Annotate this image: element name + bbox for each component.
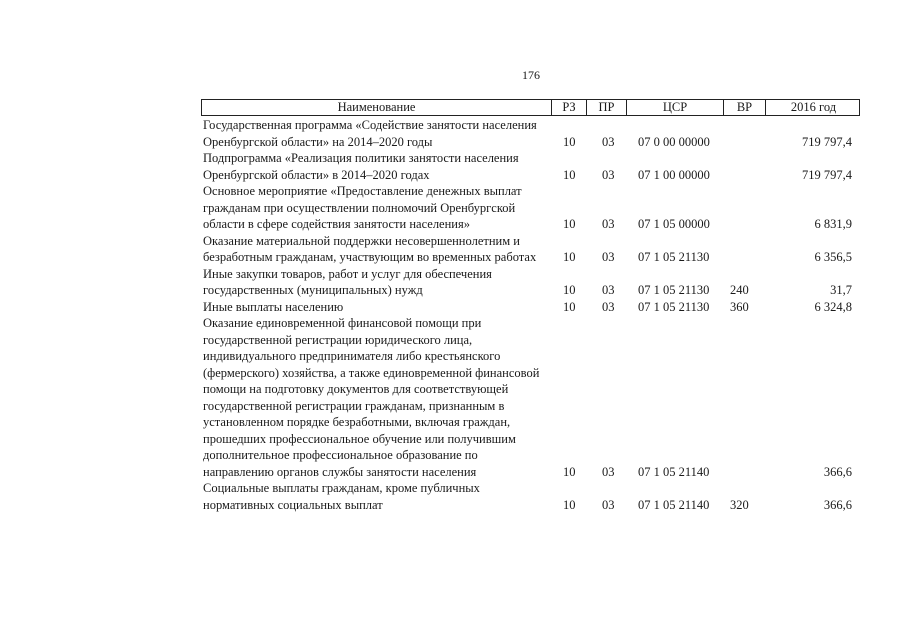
row-name-line: индивидуального предпринимателя либо крестьянского	[203, 349, 501, 363]
row-name-line: установленном порядке безработными, включая граждан,	[203, 415, 511, 429]
row-rz: 10	[563, 167, 576, 182]
row-pr: 03	[602, 134, 615, 149]
row-name-line: нормативных социальных выплат	[203, 497, 383, 512]
row-name-line: помощи на подготовку документов для соответствующей	[203, 382, 509, 396]
row-sum: 366,6	[823, 464, 852, 479]
page-number: 176	[522, 68, 540, 82]
row-name-line: Социальные выплаты гражданам, кроме публичных	[203, 481, 480, 495]
row-rz: 10	[563, 217, 576, 231]
row-csr: 07 1 05 21140	[638, 464, 710, 479]
row-name-line: области в сфере содействия занятости населения»	[203, 217, 470, 231]
row-sum: 366,6	[823, 497, 852, 512]
row-rz: 10	[563, 283, 576, 297]
row-name-line: Оренбургской области» на 2014–2020 годы	[203, 134, 433, 149]
row-sum: 31,7	[830, 283, 852, 297]
row-vr: 240	[730, 283, 749, 297]
row-pr: 03	[602, 283, 615, 297]
table-row	[201, 233, 860, 266]
row-name-line: Иные закупки товаров, работ и услуг для обеспечения	[203, 266, 492, 281]
row-rz: 10	[563, 299, 576, 314]
row-name-line: государственных (муниципальных) нужд	[203, 283, 423, 297]
row-sum: 6 356,5	[814, 250, 852, 264]
row-pr: 03	[602, 250, 615, 264]
row-csr: 07 1 05 21130	[638, 299, 710, 314]
row-pr: 03	[602, 217, 615, 231]
row-name-line: дополнительное профессиональное образование по	[203, 448, 478, 462]
row-name-line: государственной регистрации юридического лица,	[203, 332, 473, 347]
table-row	[201, 266, 860, 299]
table-row	[201, 183, 860, 233]
row-sum: 719 797,4	[802, 167, 852, 182]
row-pr: 03	[602, 464, 615, 479]
row-vr: 320	[730, 497, 749, 512]
row-name-line: Подпрограмма «Реализация политики занятости населения	[203, 151, 519, 165]
row-name-line: прошедших профессиональное обучение или получившим	[203, 431, 516, 446]
row-csr: 07 1 05 00000	[638, 217, 710, 231]
table-header	[201, 99, 860, 116]
row-name-line: (фермерского) хозяйства, а также единовременной финансовой	[203, 365, 540, 380]
row-name-line: безработным гражданам, участвующим во временных работах	[203, 250, 537, 264]
row-name-line: Основное мероприятие «Предоставление денежных выплат	[203, 184, 522, 198]
row-name-line: гражданам при осуществлении полномочий Оренбургской	[203, 200, 516, 215]
table-row	[201, 480, 860, 513]
row-csr: 07 1 05 21130	[638, 283, 710, 297]
row-pr: 03	[602, 497, 615, 512]
row-csr: 07 0 00 00000	[638, 134, 710, 149]
row-sum: 719 797,4	[802, 134, 852, 149]
row-vr: 360	[730, 299, 749, 314]
header-csr: ЦСР	[626, 100, 723, 115]
table-row	[201, 117, 860, 150]
row-name-line: Оказание единовременной финансовой помощи при	[203, 316, 482, 330]
row-sum: 6 831,9	[814, 217, 852, 231]
row-name-line: направлению органов службы занятости населения	[203, 464, 477, 479]
table-row	[201, 299, 860, 316]
row-pr: 03	[602, 167, 615, 182]
row-csr: 07 1 00 00000	[638, 167, 710, 182]
header-pr: ПР	[586, 100, 626, 115]
row-name-line: Оренбургской области» в 2014–2020 годах	[203, 167, 430, 182]
row-rz: 10	[563, 497, 576, 512]
row-name-line: государственной регистрации гражданам, признанным в	[203, 398, 505, 413]
header-year: 2016 год	[765, 100, 861, 115]
row-name-line: Государственная программа «Содействие занятости населения	[203, 118, 537, 132]
header-rz: РЗ	[551, 100, 586, 115]
table-row	[201, 150, 860, 183]
row-rz: 10	[563, 250, 576, 264]
row-csr: 07 1 05 21140	[638, 497, 710, 512]
row-csr: 07 1 05 21130	[638, 250, 710, 264]
header-vr: ВР	[723, 100, 765, 115]
row-sum: 6 324,8	[814, 299, 852, 314]
row-name-line: Иные выплаты населению	[203, 299, 344, 314]
row-rz: 10	[563, 464, 576, 479]
row-pr: 03	[602, 299, 615, 314]
row-rz: 10	[563, 134, 576, 149]
header-name: Наименование	[337, 100, 416, 114]
row-name-line: Оказание материальной поддержки несовершеннолетним и	[203, 233, 520, 248]
table-row	[201, 315, 860, 480]
